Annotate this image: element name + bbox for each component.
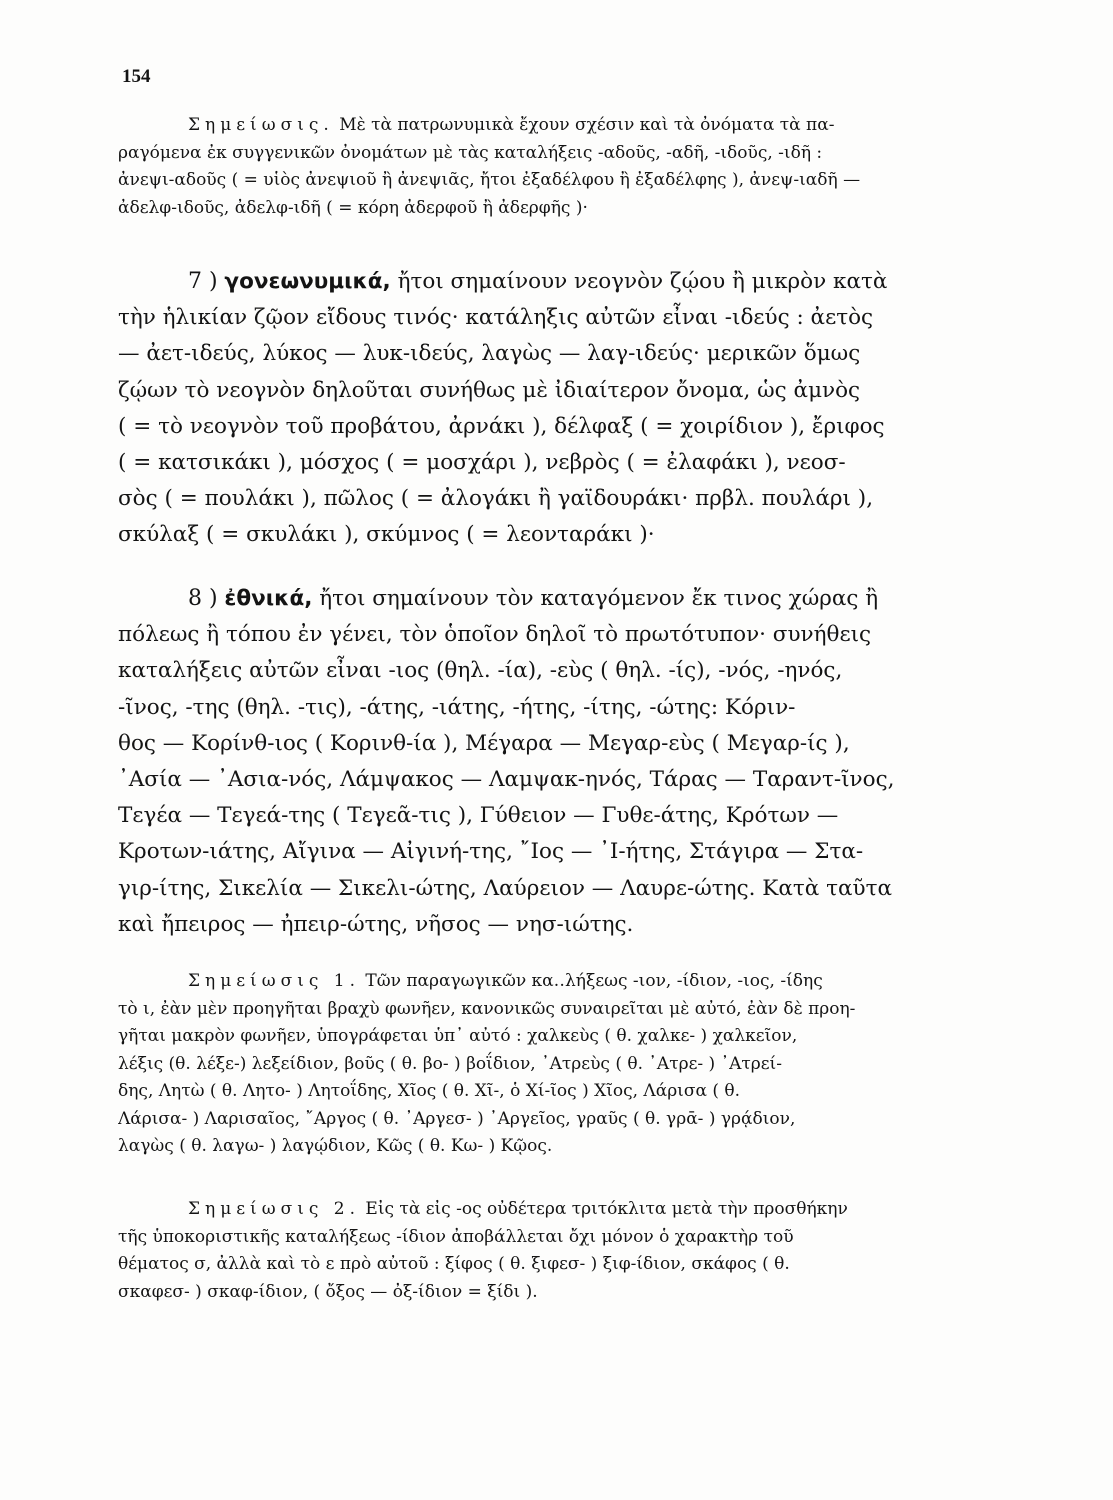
section-gonewnymika	[118, 264, 1038, 554]
section-line: πόλεως ἢ τόπου ἐν γένει, τὸν ὁποῖον δηλοῖ τὸ πρωτότυπον· συνήθεις	[118, 622, 872, 648]
note-line: λέξις (θ. λέξε-) λεξείδιον, βοῦς ( θ. βο- ) βοΐδιον, ᾿Ατρεὺς ( θ. ᾿Ατρε- ) ᾿Ατρεί-	[118, 1053, 782, 1074]
section-text: ἤτοι σημαίνουν τὸν καταγόμενον ἔκ τινος χώρας ἢ	[319, 586, 879, 611]
note-patronymic-relatives	[118, 112, 1038, 222]
section-line: καταλήξεις αὐτῶν εἶναι -ιος (θηλ. -ία), -εὺς ( θηλ. -ίς), -νός, -ηνός,	[118, 658, 843, 684]
section-line: σὸς ( = πουλάκι ), πῶλος ( = ἀλογάκι ἢ γαϊδουράκι· πρβλ. πουλάρι ),	[118, 486, 874, 512]
note-label: Σημείωσις.	[188, 115, 334, 135]
section-line: ( = τὸ νεογνὸν τοῦ προβάτου, ἀρνάκι ), δέλφαξ ( = χοιρίδιον ), ἔριφος	[118, 413, 885, 439]
section-ethnika	[118, 581, 1038, 943]
section-line: γιρ-ίτης, Σικελία — Σικελι-ώτης, Λαύρειον — Λαυρε-ώτης. Κατὰ ταῦτα	[118, 875, 892, 901]
section-line: ζῴων τὸ νεογνὸν δηλοῦται συνήθως μὲ ἰδιαίτερον ὄνομα, ὡς ἀμνὸς	[118, 377, 861, 403]
note-line: δης, Λητὼ ( θ. Λητο- ) Λητοΐδης, Χῖος ( θ. Χῖ-, ὁ Χί-ῖος ) Χῖος, Λάρισα ( θ.	[118, 1081, 741, 1101]
section-line: θος — Κορίνθ-ιος ( Κορινθ-ία ), Μέγαρα — Μεγαρ-εὺς ( Μεγαρ-ίς ),	[118, 730, 850, 756]
section-text: ἤτοι σημαίνουν νεογνὸν ζῴου ἢ μικρὸν κατὰ	[397, 269, 888, 294]
section-line: ᾿Ασία — ᾿Ασια-νός, Λάμψακος — Λαμψακ-ηνός, Τάρας — Ταραντ-ῖνος,	[118, 767, 895, 793]
section-line: — ἀετ-ιδεύς, λύκος — λυκ-ιδεύς, λαγὼς — λαγ-ιδεύς· μερικῶν ὅμως	[118, 341, 861, 367]
note-text: Τῶν παραγωγικῶν κα‥λήξεως -ιον, -ίδιον, -ιος, -ίδης	[365, 971, 823, 991]
note-line: τῆς ὑποκοριστικῆς καταλήξεως -ίδιον ἀποβάλλεται ὄχι μόνον ὁ χαρακτὴρ τοῦ	[118, 1226, 794, 1247]
section-number: 7 )	[188, 269, 218, 294]
section-line: ( = κατσικάκι ), μόσχος ( = μοσχάρι ), νεβρὸς ( = ἐλαφάκι ), νεοσ-	[118, 450, 846, 476]
note-derivative-suffixes	[118, 968, 1038, 1161]
note-line: θέματος σ, ἀλλὰ καὶ τὸ ε πρὸ αὐτοῦ : ξίφος ( θ. ξιφεσ- ) ξιφ-ίδιον, σκάφος ( θ.	[118, 1254, 790, 1274]
note-line	[118, 968, 1038, 996]
section-line: Κροτων-ιάτης, Αἴγινα — Αἰγινή-της, ῎Ιος — ᾿Ι-ήτης, Στάγιρα — Στα-	[118, 839, 864, 865]
section-line: τὴν ἡλικίαν ζῷον εἴδους τινός· κατάληξις αὐτῶν εἶναι -ιδεύς : ἀετὸς	[118, 305, 874, 331]
note-line	[118, 112, 1038, 140]
section-line: -ῖνος, -της (θηλ. -τις), -άτης, -ιάτης, -ήτης, -ίτης, -ώτης: Κόριν-	[118, 694, 796, 720]
note-label: Σημείωσις 2.	[188, 1199, 361, 1219]
note-line: ραγόμενα ἐκ συγγενικῶν ὀνομάτων μὲ τὰς καταλήξεις -αδοῦς, -αδῆ, -ιδοῦς, -ιδῆ :	[118, 142, 823, 163]
note-text: Μὲ τὰ πατρωνυμικὰ ἔχουν σχέσιν καὶ τὰ ὀνόματα τὰ πα-	[339, 115, 835, 135]
section-line: σκύλαξ ( = σκυλάκι ), σκύμνος ( = λεονταράκι )·	[118, 522, 655, 548]
note-label: Σημείωσις 1.	[188, 971, 361, 991]
note-line: γῆται μακρὸν φωνῆεν, ὑπογράφεται ὑπ᾿ αὐτό : χαλκεὺς ( θ. χαλκε- ) χαλκεῖον,	[118, 1026, 798, 1046]
section-heading: ἐθνικά,	[224, 586, 313, 611]
section-number: 8 )	[188, 586, 218, 611]
note-line: ἀδελφ-ιδοῦς, ἀδελφ-ιδῆ ( = κόρη ἀδερφοῦ ἢ ἀδερφῆς )·	[118, 197, 588, 218]
note-line: Λάρισα- ) Λαρισαῖος, ῎Αργος ( θ. ᾿Αργεσ- ) ᾿Αργεῖος, γραῦς ( θ. γρᾱ- ) γρᾴδιον,	[118, 1108, 796, 1129]
note-neuter-diminutives	[118, 1196, 1038, 1306]
section-line: καὶ ἤπειρος — ἠπειρ-ώτης, νῆσος — νησ-ιώτης.	[118, 911, 634, 937]
section-line: Τεγέα — Τεγεά-της ( Τεγεᾶ-τις ), Γύθειον — Γυθε-άτης, Κρότων —	[118, 803, 839, 829]
section-line	[118, 264, 1038, 300]
note-line	[118, 1196, 1038, 1224]
note-line: λαγὼς ( θ. λαγω- ) λαγῴδιον, Κῶς ( θ. Κω- ) Κῷος.	[118, 1136, 553, 1156]
note-line: τὸ ι, ἐὰν μὲν προηγῆται βραχὺ φωνῆεν, κανονικῶς συναιρεῖται μὲ αὐτό, ἐὰν δὲ προη-	[118, 998, 856, 1019]
note-line: σκαφεσ- ) σκαφ-ίδιον, ( ὄξος — ὀξ-ίδιον = ξίδι ).	[118, 1281, 538, 1302]
note-text: Εἰς τὰ εἰς -ος οὐδέτερα τριτόκλιτα μετὰ τὴν προσθήκην	[365, 1199, 848, 1219]
note-line: ἀνεψι-αδοῦς ( = υἱὸς ἀνεψιοῦ ἢ ἀνεψιᾶς, ἤτοι ἐξαδέλφου ἢ ἐξαδέλφης ), ἀνεψ-ιαδῆ —	[118, 170, 861, 190]
page-number: 154	[122, 66, 151, 87]
section-line	[118, 581, 1038, 617]
section-heading: γονεωνυμικά,	[224, 269, 391, 294]
